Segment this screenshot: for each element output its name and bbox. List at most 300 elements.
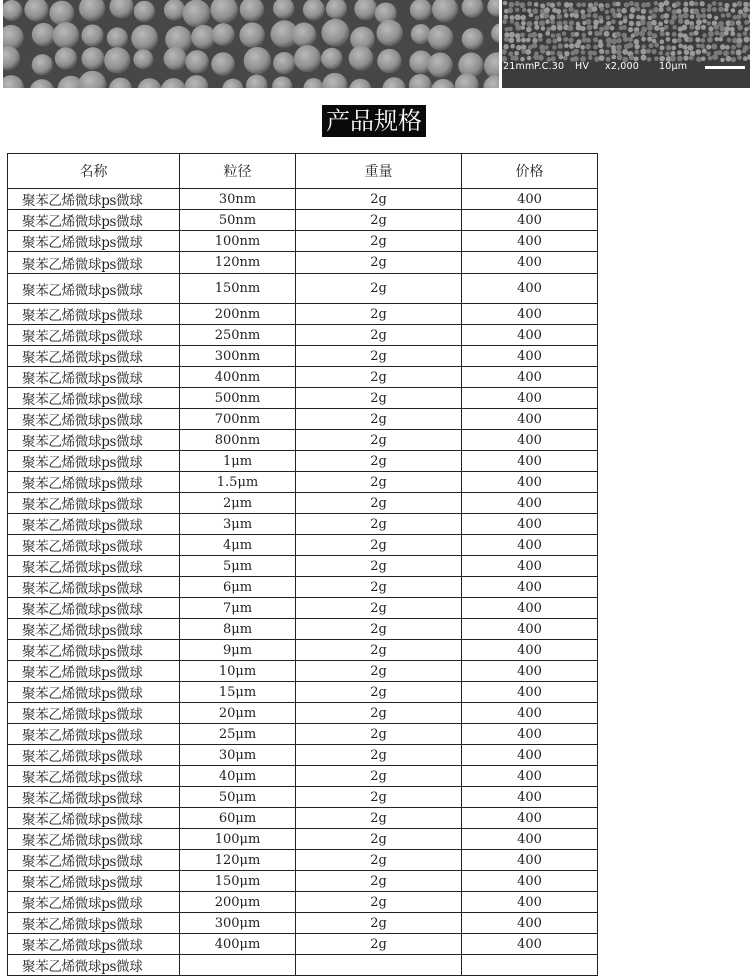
sphere-particle [462, 28, 484, 50]
cell-size: 700nm [180, 409, 296, 430]
cell-weight: 2g [296, 430, 462, 451]
sphere-particle-small [718, 21, 724, 27]
sphere-particle-small [586, 38, 591, 43]
cell-price: 400 [462, 892, 598, 913]
sphere-particle-small [599, 19, 604, 24]
sphere-particle-small [689, 55, 694, 60]
sphere-particle-small [737, 55, 741, 59]
sphere-particle-small [629, 13, 635, 19]
sphere-particle-small [714, 16, 718, 20]
sphere-particle-small [639, 31, 645, 37]
sphere-particle [81, 24, 103, 46]
cell-weight: 2g [296, 892, 462, 913]
cell-weight: 2g [296, 703, 462, 724]
table-row [8, 430, 598, 451]
sphere-particle [133, 49, 153, 69]
table-row [8, 367, 598, 388]
sphere-particle-small [546, 27, 551, 32]
cell-weight: 2g [296, 766, 462, 787]
sphere-particle [273, 52, 295, 74]
sphere-particle-small [563, 56, 568, 61]
cell-size: 800nm [180, 430, 296, 451]
sphere-particle-small [724, 31, 729, 36]
cell-size: 6μm [180, 577, 296, 598]
sphere-particle-small [564, 13, 569, 18]
table-row [8, 556, 598, 577]
sphere-particle-small [729, 20, 735, 26]
cell-weight: 2g [296, 871, 462, 892]
sphere-particle-small [677, 38, 682, 43]
sphere-particle-small [525, 49, 531, 55]
sphere-particle-small [527, 56, 531, 60]
sphere-particle-small [641, 37, 646, 42]
sphere-particle-small [508, 2, 514, 8]
cell-weight: 2g [296, 231, 462, 252]
cell-price: 400 [462, 745, 598, 766]
sphere-particle-small [588, 56, 592, 60]
sphere-particle-small [504, 15, 509, 20]
sphere-particle [292, 23, 317, 48]
sphere-particle-small [510, 19, 514, 23]
cell-price: 400 [462, 808, 598, 829]
sphere-particle-small [700, 1, 705, 6]
sphere-particle-small [641, 9, 646, 14]
cell-weight: 2g [296, 808, 462, 829]
sphere-particle-small [651, 20, 657, 26]
sphere-particle-small [743, 7, 749, 13]
sphere-particle-small [664, 25, 669, 30]
sphere-particle-small [695, 25, 701, 31]
sphere-particle-small [708, 56, 713, 61]
header-weight: 重量 [296, 154, 462, 189]
table-row [8, 829, 598, 850]
sphere-particle-small [654, 43, 659, 48]
cell-price: 400 [462, 787, 598, 808]
table-row [8, 535, 598, 556]
sphere-particle-small [581, 26, 586, 31]
sphere-particle-small [737, 33, 742, 38]
sphere-particle-small [701, 13, 706, 18]
sphere-particle-small [724, 7, 729, 12]
cell-weight: 2g [296, 451, 462, 472]
sphere-particle-small [593, 45, 598, 50]
sphere-particle [185, 50, 208, 73]
sphere-particle-small [641, 55, 647, 61]
sphere-particle-small [696, 13, 702, 19]
sphere-particle-small [546, 51, 551, 56]
cell-price: 400 [462, 640, 598, 661]
sphere-particle-small [529, 13, 534, 18]
cell-price: 400 [462, 346, 598, 367]
cell-weight: 2g [296, 619, 462, 640]
sphere-particle-small [617, 13, 622, 18]
sphere-particle-small [569, 20, 574, 25]
sphere-particle-small [666, 37, 671, 42]
sphere-particle [53, 22, 80, 49]
cell-price: 400 [462, 252, 598, 274]
sphere-particle-small [707, 7, 712, 12]
sem-image-small-spheres [502, 0, 750, 88]
cell-size: 400nm [180, 367, 296, 388]
cell-size: 1μm [180, 451, 296, 472]
sem-scale-bar [705, 66, 745, 69]
sphere-particle-small [630, 7, 636, 13]
cell-name: 聚苯乙烯微球ps微球 [8, 346, 180, 367]
sphere-particle-small [532, 8, 538, 14]
sphere-particle-small [610, 26, 615, 31]
header-price: 价格 [462, 154, 598, 189]
sphere-particle [183, 0, 211, 27]
sphere-particle-small [628, 27, 633, 32]
sphere-particle-small [678, 18, 683, 23]
sphere-particle-small [587, 24, 593, 30]
sphere-particle-small [683, 2, 688, 7]
cell-price: 400 [462, 409, 598, 430]
sphere-particle-small [550, 20, 555, 25]
sphere-particle [81, 47, 104, 70]
cell-price: 400 [462, 304, 598, 325]
cell-size: 200nm [180, 304, 296, 325]
sphere-particle-small [702, 49, 707, 54]
sphere-particle-small [569, 2, 574, 7]
cell-price: 400 [462, 535, 598, 556]
header-name: 名称 [8, 154, 180, 189]
sphere-particle-small [508, 27, 513, 32]
sphere-particle-small [593, 25, 598, 30]
sphere-particle [349, 46, 374, 71]
sphere-particle-small [714, 24, 720, 30]
table-row [8, 787, 598, 808]
sphere-particle-small [582, 33, 587, 38]
sphere-particle-small [540, 48, 545, 53]
sphere-particle-small [599, 55, 605, 61]
cell-price: 400 [462, 493, 598, 514]
table-row [8, 472, 598, 493]
sphere-particle-small [544, 7, 550, 13]
sphere-particle-small [682, 25, 688, 31]
sphere-particle-small [634, 50, 639, 55]
table-row [8, 913, 598, 934]
sphere-particle-small [742, 49, 747, 54]
sphere-particle-small [736, 42, 742, 48]
sphere-particle-small [552, 38, 557, 43]
cell-size: 7μm [180, 598, 296, 619]
cell-size: 30μm [180, 745, 296, 766]
sphere-particle-small [634, 39, 640, 45]
sphere-particle-small [544, 45, 548, 49]
sphere-particle-small [600, 7, 604, 11]
sphere-particle-small [706, 21, 711, 26]
sphere-particle-small [701, 25, 706, 30]
sphere-particle-small [727, 38, 731, 42]
sphere-particle-small [545, 19, 550, 24]
sphere-particle-small [618, 21, 623, 26]
table-row [8, 388, 598, 409]
sphere-particle-small [611, 19, 616, 24]
sphere-particle-small [616, 2, 621, 7]
sphere-particle-small [580, 9, 585, 14]
cell-weight: 2g [296, 325, 462, 346]
sphere-particle-small [538, 37, 543, 42]
sphere-particle-small [564, 43, 569, 48]
sphere-particle-small [652, 39, 657, 44]
sphere-particle [107, 27, 128, 48]
sphere-particle [164, 0, 185, 21]
sphere-particle-small [724, 3, 729, 8]
sphere-particle-small [707, 14, 712, 19]
sphere-particle-small [581, 14, 587, 20]
cell-weight: 2g [296, 829, 462, 850]
sphere-particle-small [588, 31, 592, 35]
sem-hv: HV [575, 61, 589, 72]
sphere-particle-small [592, 51, 597, 56]
cell-size: 100μm [180, 829, 296, 850]
cell-price: 400 [462, 913, 598, 934]
cell-weight: 2g [296, 787, 462, 808]
table-row [8, 871, 598, 892]
sphere-particle-small [647, 31, 652, 36]
sphere-particle-small [515, 1, 520, 6]
sphere-particle-small [654, 56, 659, 61]
cell-size: 150nm [180, 274, 296, 304]
sphere-particle-small [617, 55, 623, 61]
sphere-particle-small [616, 50, 622, 56]
sphere-particle-small [539, 20, 545, 26]
sphere-particle-small [504, 32, 509, 37]
sphere-particle-small [623, 37, 628, 42]
cell-size: 20μm [180, 703, 296, 724]
sphere-particle-small [531, 32, 537, 38]
sphere-particle-small [616, 8, 621, 13]
sphere-particle-small [702, 33, 707, 38]
sphere-particle-small [737, 1, 743, 7]
sphere-particle-small [540, 3, 545, 8]
sphere-particle-small [563, 20, 568, 25]
cell-weight [296, 955, 462, 976]
sphere-particle-small [701, 56, 706, 61]
sphere-particle-small [736, 20, 741, 25]
sphere-particle-small [684, 50, 689, 55]
sphere-particle-small [711, 44, 717, 50]
sphere-particle-small [532, 38, 537, 43]
sphere-particle-small [621, 8, 627, 14]
sphere-particle-small [550, 51, 555, 56]
cell-name: 聚苯乙烯微球ps微球 [8, 514, 180, 535]
sphere-particle-small [616, 38, 621, 43]
cell-size: 120nm [180, 252, 296, 274]
sphere-particle-small [634, 44, 640, 50]
sphere-particle-small [693, 31, 698, 36]
sphere-particle-small [611, 48, 616, 53]
sphere-particle-small [563, 37, 568, 42]
sphere-particle-small [743, 31, 748, 36]
sphere-particle-small [647, 36, 652, 41]
sphere-particle-small [575, 42, 581, 48]
cell-weight: 2g [296, 724, 462, 745]
sem-scale-label: 10μm [659, 61, 687, 72]
sphere-particle [131, 25, 158, 52]
sphere-particle-small [720, 44, 726, 50]
sphere-particle [321, 19, 349, 47]
cell-name: 聚苯乙烯微球ps微球 [8, 409, 180, 430]
cell-weight: 2g [296, 934, 462, 955]
spec-table [7, 153, 598, 976]
cell-size: 30nm [180, 189, 296, 210]
cell-size: 400μm [180, 934, 296, 955]
sphere-particle-small [606, 43, 611, 48]
sphere-particle-small [651, 13, 656, 18]
sphere-particle-small [654, 25, 660, 31]
sphere-particle-small [683, 13, 689, 19]
cell-price: 400 [462, 682, 598, 703]
sphere-particle-small [515, 8, 519, 12]
sphere-particle-small [508, 51, 513, 56]
table-row [8, 808, 598, 829]
sphere-particle-small [731, 57, 736, 62]
sphere-particle-small [551, 33, 556, 38]
sphere-particle-small [688, 45, 694, 51]
cell-size: 2μm [180, 493, 296, 514]
cell-price: 400 [462, 367, 598, 388]
sphere-particle-small [731, 45, 736, 50]
sphere-particle-small [510, 44, 515, 49]
sphere-particle [321, 48, 342, 69]
sphere-particle-small [636, 15, 641, 20]
sphere-particle-small [593, 20, 599, 26]
cell-name: 聚苯乙烯微球ps微球 [8, 388, 180, 409]
cell-price: 400 [462, 829, 598, 850]
sphere-particle [377, 49, 401, 73]
sphere-particle-small [719, 37, 723, 41]
sphere-particle-small [649, 9, 654, 14]
sphere-particle-small [545, 31, 550, 36]
sphere-particle-small [535, 16, 540, 21]
cell-name: 聚苯乙烯微球ps微球 [8, 934, 180, 955]
sphere-particle-small [534, 2, 539, 7]
sphere-particle-small [538, 55, 544, 61]
cell-name: 聚苯乙烯微球ps微球 [8, 367, 180, 388]
cell-price: 400 [462, 703, 598, 724]
table-row [8, 451, 598, 472]
sphere-particle-small [516, 45, 521, 50]
sphere-particle-small [594, 56, 600, 62]
cell-name: 聚苯乙烯微球ps微球 [8, 252, 180, 274]
sphere-particle-small [624, 2, 629, 7]
sphere-particle [32, 54, 53, 75]
sphere-particle-small [568, 25, 574, 31]
sphere-particle-small [742, 12, 748, 18]
cell-size: 150μm [180, 871, 296, 892]
sphere-particle-small [580, 45, 585, 50]
sphere-particle-small [672, 14, 678, 20]
cell-size: 25μm [180, 724, 296, 745]
cell-size: 100nm [180, 231, 296, 252]
sem-banner [0, 0, 750, 88]
cell-name: 聚苯乙烯微球ps微球 [8, 535, 180, 556]
sphere-particle [244, 47, 271, 74]
sphere-particle-small [672, 9, 678, 15]
cell-name: 聚苯乙烯微球ps微球 [8, 577, 180, 598]
sphere-particle [104, 47, 130, 73]
sphere-particle-small [538, 33, 543, 38]
sphere-particle-small [664, 0, 670, 6]
cell-name: 聚苯乙烯微球ps微球 [8, 451, 180, 472]
cell-weight: 2g [296, 577, 462, 598]
sphere-particle-small [737, 25, 743, 31]
cell-price: 400 [462, 661, 598, 682]
sphere-particle-small [564, 51, 569, 56]
sphere-particle-small [629, 1, 634, 6]
table-row [8, 304, 598, 325]
sphere-particle-small [541, 26, 545, 30]
sphere-particle [191, 25, 215, 49]
sphere-particle-small [520, 15, 526, 21]
sphere-particle-small [581, 2, 586, 7]
sphere-particle-small [622, 25, 627, 30]
sphere-particle-small [723, 50, 729, 56]
cell-weight: 2g [296, 367, 462, 388]
cell-price: 400 [462, 274, 598, 304]
cell-name: 聚苯乙烯微球ps微球 [8, 325, 180, 346]
sphere-particle-small [683, 7, 689, 13]
sphere-particle-small [696, 19, 702, 25]
sphere-particle-small [520, 33, 525, 38]
sphere-particle-small [509, 32, 515, 38]
table-row [8, 934, 598, 955]
sphere-particle-small [676, 8, 681, 13]
sphere-particle-small [605, 50, 610, 55]
sphere-particle-small [721, 13, 726, 18]
sphere-particle-small [574, 32, 579, 37]
cell-weight: 2g [296, 535, 462, 556]
cell-price: 400 [462, 514, 598, 535]
cell-weight: 2g [296, 189, 462, 210]
table-row [8, 493, 598, 514]
cell-name: 聚苯乙烯微球ps微球 [8, 274, 180, 304]
sphere-particle-small [576, 25, 582, 31]
cell-price: 400 [462, 388, 598, 409]
table-row [8, 661, 598, 682]
sphere-particle-small [593, 13, 598, 18]
sphere-particle-small [634, 31, 640, 37]
sphere-particle-small [707, 37, 713, 43]
table-row [8, 325, 598, 346]
sphere-particle-small [736, 14, 741, 19]
sphere-particle-small [563, 9, 568, 14]
sphere-particle-small [503, 1, 507, 5]
sem-magnification: x2,000 [605, 61, 639, 72]
sphere-particle-small [726, 56, 732, 62]
table-row [8, 724, 598, 745]
sphere-particle-small [658, 2, 664, 8]
cell-price: 400 [462, 598, 598, 619]
table-row [8, 231, 598, 252]
sphere-particle-small [675, 1, 680, 6]
sphere-particle-small [730, 31, 735, 36]
cell-price: 400 [462, 451, 598, 472]
sphere-particle-small [552, 45, 556, 49]
sphere-particle-small [611, 38, 617, 44]
sphere-particle-small [660, 31, 665, 36]
sphere-particle-small [726, 12, 731, 17]
sphere-particle [377, 20, 403, 46]
table-row [8, 766, 598, 787]
cell-size: 120μm [180, 850, 296, 871]
table-row [8, 892, 598, 913]
cell-weight: 2g [296, 913, 462, 934]
sphere-particle-small [646, 49, 651, 54]
cell-name: 聚苯乙烯微球ps微球 [8, 493, 180, 514]
